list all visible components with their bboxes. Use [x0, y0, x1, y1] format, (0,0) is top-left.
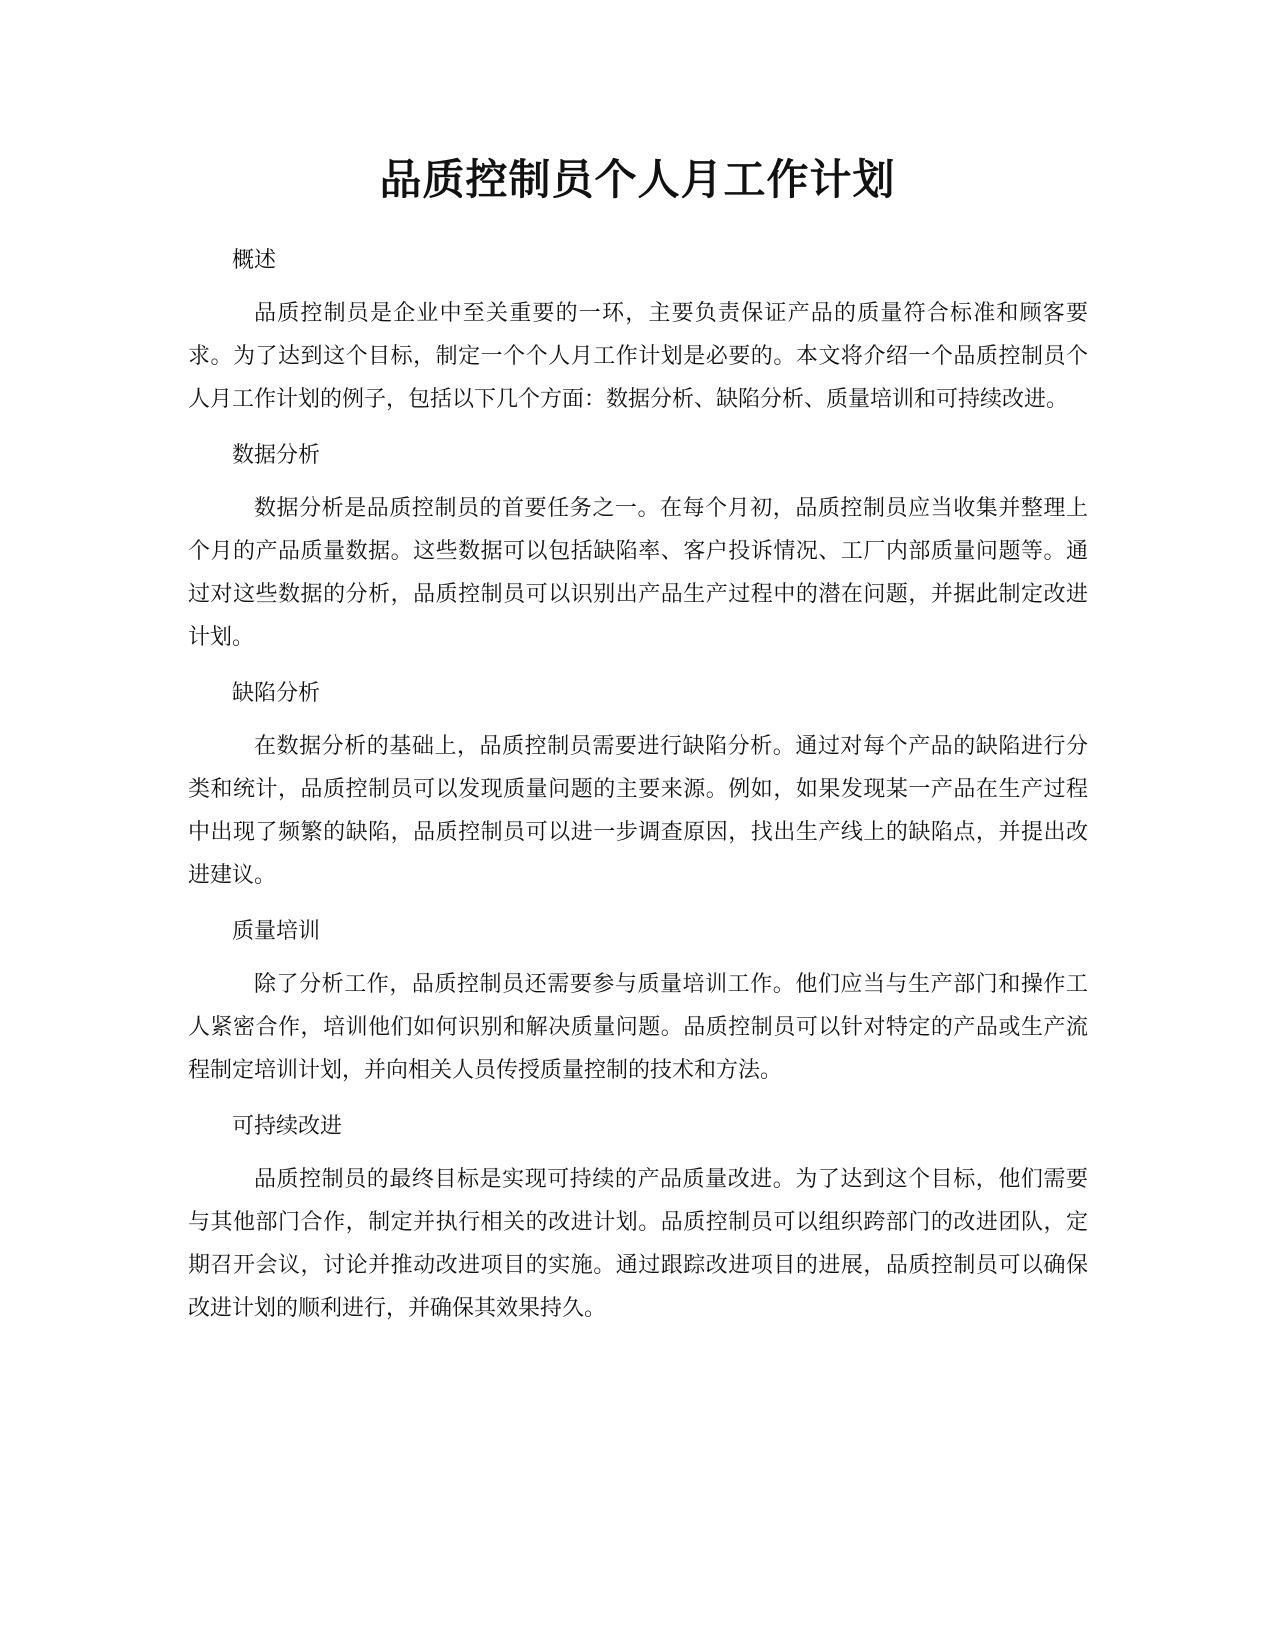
section-body-continuous-improvement: 品质控制员的最终目标是实现可持续的产品质量改进。为了达到这个目标，他们需要与其他部门合作，制定并执行相关的改进计划。品质控制员可以组织跨部门的改进团队，定期召开会议，讨论并推动改进项目的实施。通过跟踪改进项目的进展，品质控制员可以确保改进计划的顺利进行，并确保其效果持久。: [188, 1167, 1088, 1321]
section-heading-continuous-improvement: 可持续改进: [232, 1114, 343, 1139]
section-body-overview: 品质控制员是企业中至关重要的一环，主要负责保证产品的质量符合标准和顾客要求。为了达到这个目标，制定一个个人月工作计划是必要的。本文将介绍一个品质控制员个人月工作计划的例子，包括以下几个方面：数据分析、缺陷分析、质量培训和可持续改进。: [188, 301, 1088, 412]
section-heading-overview: 概述: [232, 248, 277, 273]
section-heading-quality-training: 质量培训: [232, 919, 321, 944]
section-body-data-analysis: 数据分析是品质控制员的首要任务之一。在每个月初，品质控制员应当收集并整理上个月的产品质量数据。这些数据可以包括缺陷率、客户投诉情况、工厂内部质量问题等。通过对这些数据的分析，品质控制员可以识别出产品生产过程中的潜在问题，并据此制定改进计划。: [188, 496, 1088, 650]
document-title: 品质控制员个人月工作计划: [379, 155, 896, 204]
section-body-defect-analysis: 在数据分析的基础上，品质控制员需要进行缺陷分析。通过对每个产品的缺陷进行分类和统计，品质控制员可以发现质量问题的主要来源。例如，如果发现某一产品在生产过程中出现了频繁的缺陷，品质控制员可以进一步调查原因，找出生产线上的缺陷点，并提出改进建议。: [188, 734, 1088, 888]
section-heading-data-analysis: 数据分析: [232, 443, 321, 468]
document-content: [188, 240, 1088, 1344]
section-heading-defect-analysis: 缺陷分析: [232, 681, 321, 706]
section-body-quality-training: 除了分析工作，品质控制员还需要参与质量培训工作。他们应当与生产部门和操作工人紧密合作，培训他们如何识别和解决质量问题。品质控制员可以针对特定的产品或生产流程制定培训计划，并向相关人员传授质量控制的技术和方法。: [188, 972, 1088, 1083]
